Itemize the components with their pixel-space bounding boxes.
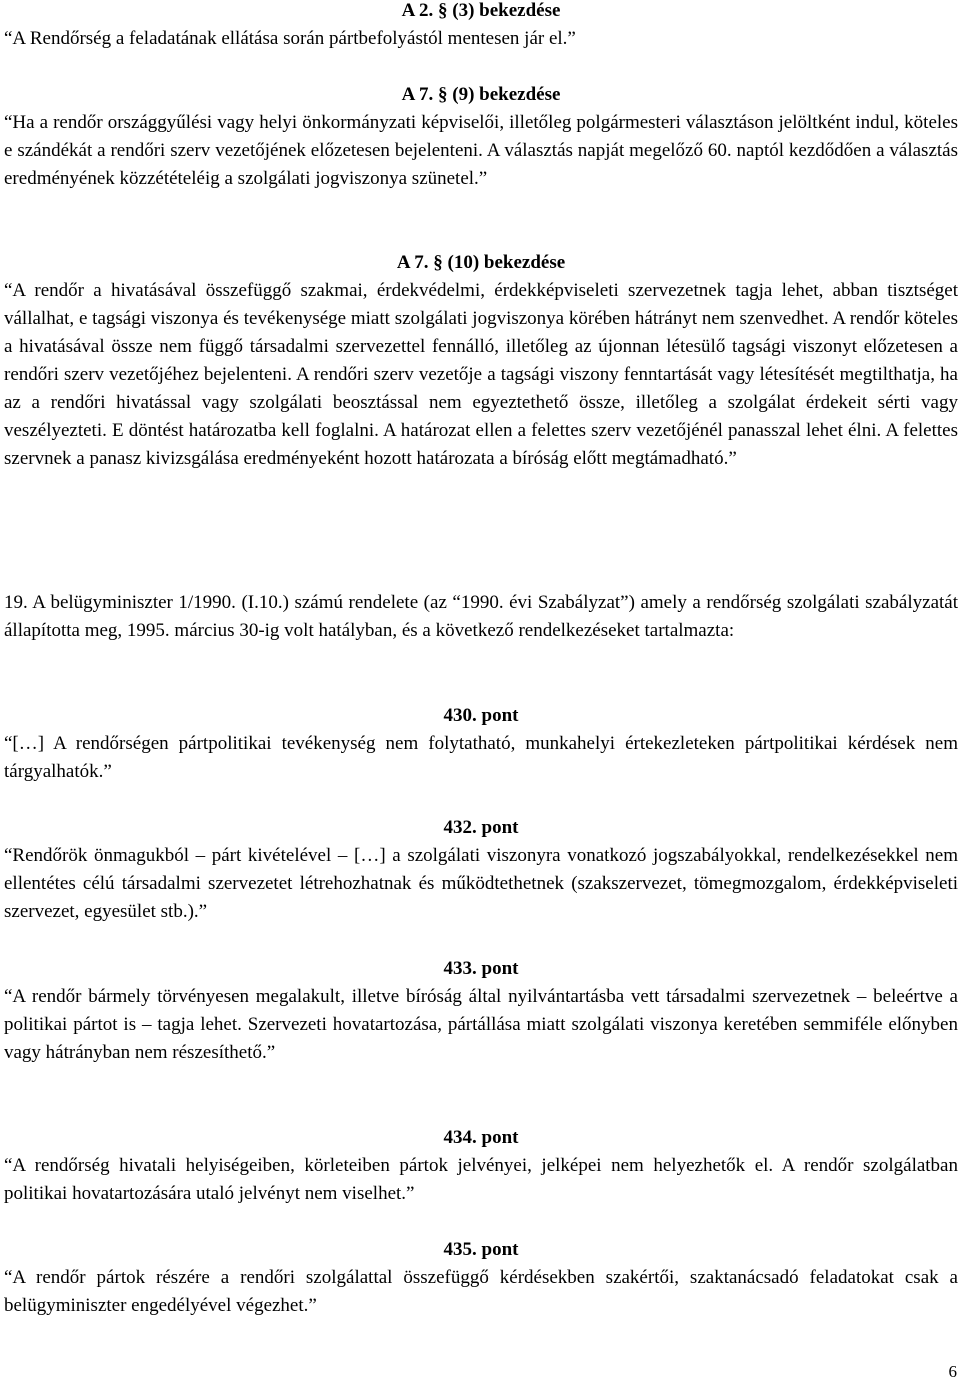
point-430 <box>4 702 958 786</box>
block-7-9 <box>4 81 958 193</box>
block-7-10 <box>4 249 958 473</box>
section-heading: A 7. § (10) bekezdése <box>396 252 566 273</box>
block-2-3 <box>4 0 958 53</box>
point-text: “A rendőr pártok részére a rendőri szolgálattal összefüggő kérdésekben szakértői, szaktanácsadó feladatokat csak a belügyminiszter engedélyével végezhet.” <box>4 1267 958 1316</box>
quote-paragraph: “A Rendőrség a feladatának ellátása során pártbefolyástól mentesen jár el.” <box>4 28 576 49</box>
section-heading: A 2. § (3) bekezdése <box>401 0 561 21</box>
section-heading: A 7. § (9) bekezdése <box>401 84 561 105</box>
point-heading: 434. pont <box>443 1127 519 1148</box>
point-text: “Rendőrök önmagukból – párt kivételével – […] a szolgálati viszonyra vonatkozó jogszabályokkal, rendelkezésekkel nem ellentétes célú társadalmi szervezetet létrehozhatnak és működtethetnek (szakszervezet, tömegmozgalom, érdekképviseleti szervezet, egyesület stb.).” <box>4 845 958 922</box>
point-432 <box>4 814 958 926</box>
point-text: “A rendőr bármely törvényesen megalakult, illetve bíróság által nyilvántartásba vett társadalmi szervezetnek – beleértve a politikai pártot is – tagja lehet. Szervezeti hovatartozása, pártállása miatt szolgálati viszonya keretében semmiféle előnyben vagy hátrányban nem részesíthető.” <box>4 986 958 1063</box>
quote-paragraph: “A rendőr a hivatásával összefüggő szakmai, érdekvédelmi, érdekképviseleti szervezetnek tagja lehet, abban tisztséget vállalhat, e tagsági viszonya és tevékenysége miatt szolgálati jogviszonya körében hátrányt nem szenvedhet. A rendőr köteles a hivatásával össze nem függő társadalmi szervezettel fennálló, illetőleg az újonnan létesülő tagsági viszonyt előzetesen a rendőri szerv vezetőjéhez bejelenteni. A rendőri szerv vezetője a tagsági viszony fenntartását vagy létesítését megtilthatja, ha az a rendőri hivatással vagy szolgálati beosztással nem egyeztethető össze, illetőleg a szolgálat érdekeit sérti vagy veszélyezteti. E döntést határozatba kell foglalni. A határozat ellen a felettes szerv vezetőjénél panasszal lehet élni. A felettes szervnek a panasz kivizsgálása eredményeként hozott határozata a bíróság előtt megtámadható.” <box>4 280 958 469</box>
point-heading: 430. pont <box>443 705 519 726</box>
point-433 <box>4 955 958 1067</box>
page-number: 6 <box>948 1362 957 1381</box>
point-heading: 433. pont <box>443 958 519 979</box>
point-text: “A rendőrség hivatali helyiségeiben, körleteiben pártok jelvényei, jelképei nem helyezhetők el. A rendőr szolgálatban politikai hovatartozására utaló jelvényt nem viselhet.” <box>4 1155 958 1204</box>
point-text: “[…] A rendőrségen pártpolitikai tevékenység nem folytatható, munkahelyi értekezleteken pártpolitikai kérdések nem tárgyalhatók.” <box>4 733 958 782</box>
point-435 <box>4 1236 958 1320</box>
section-19-paragraph: 19. A belügyminiszter 1/1990. (I.10.) számú rendelete (az “1990. évi Szabályzat”) amely a rendőrség szolgálati szabályzatát állapította meg, 1995. március 30-ig volt hatályban, és a következő rendelkezéseket tartalmazta: <box>4 592 958 641</box>
point-heading: 432. pont <box>443 817 519 838</box>
point-434 <box>4 1124 958 1208</box>
quote-paragraph: “Ha a rendőr országgyűlési vagy helyi önkormányzati képviselői, illetőleg polgármesteri választáson jelöltként indul, köteles e szándékát a rendőri szerv vezetőjének előzetesen bejelenteni. A választás napját megelőző 60. naptól kezdődően a választás eredményének közzétételéig a szolgálati jogviszonya szünetel.” <box>4 112 958 189</box>
point-heading: 435. pont <box>443 1239 519 1260</box>
